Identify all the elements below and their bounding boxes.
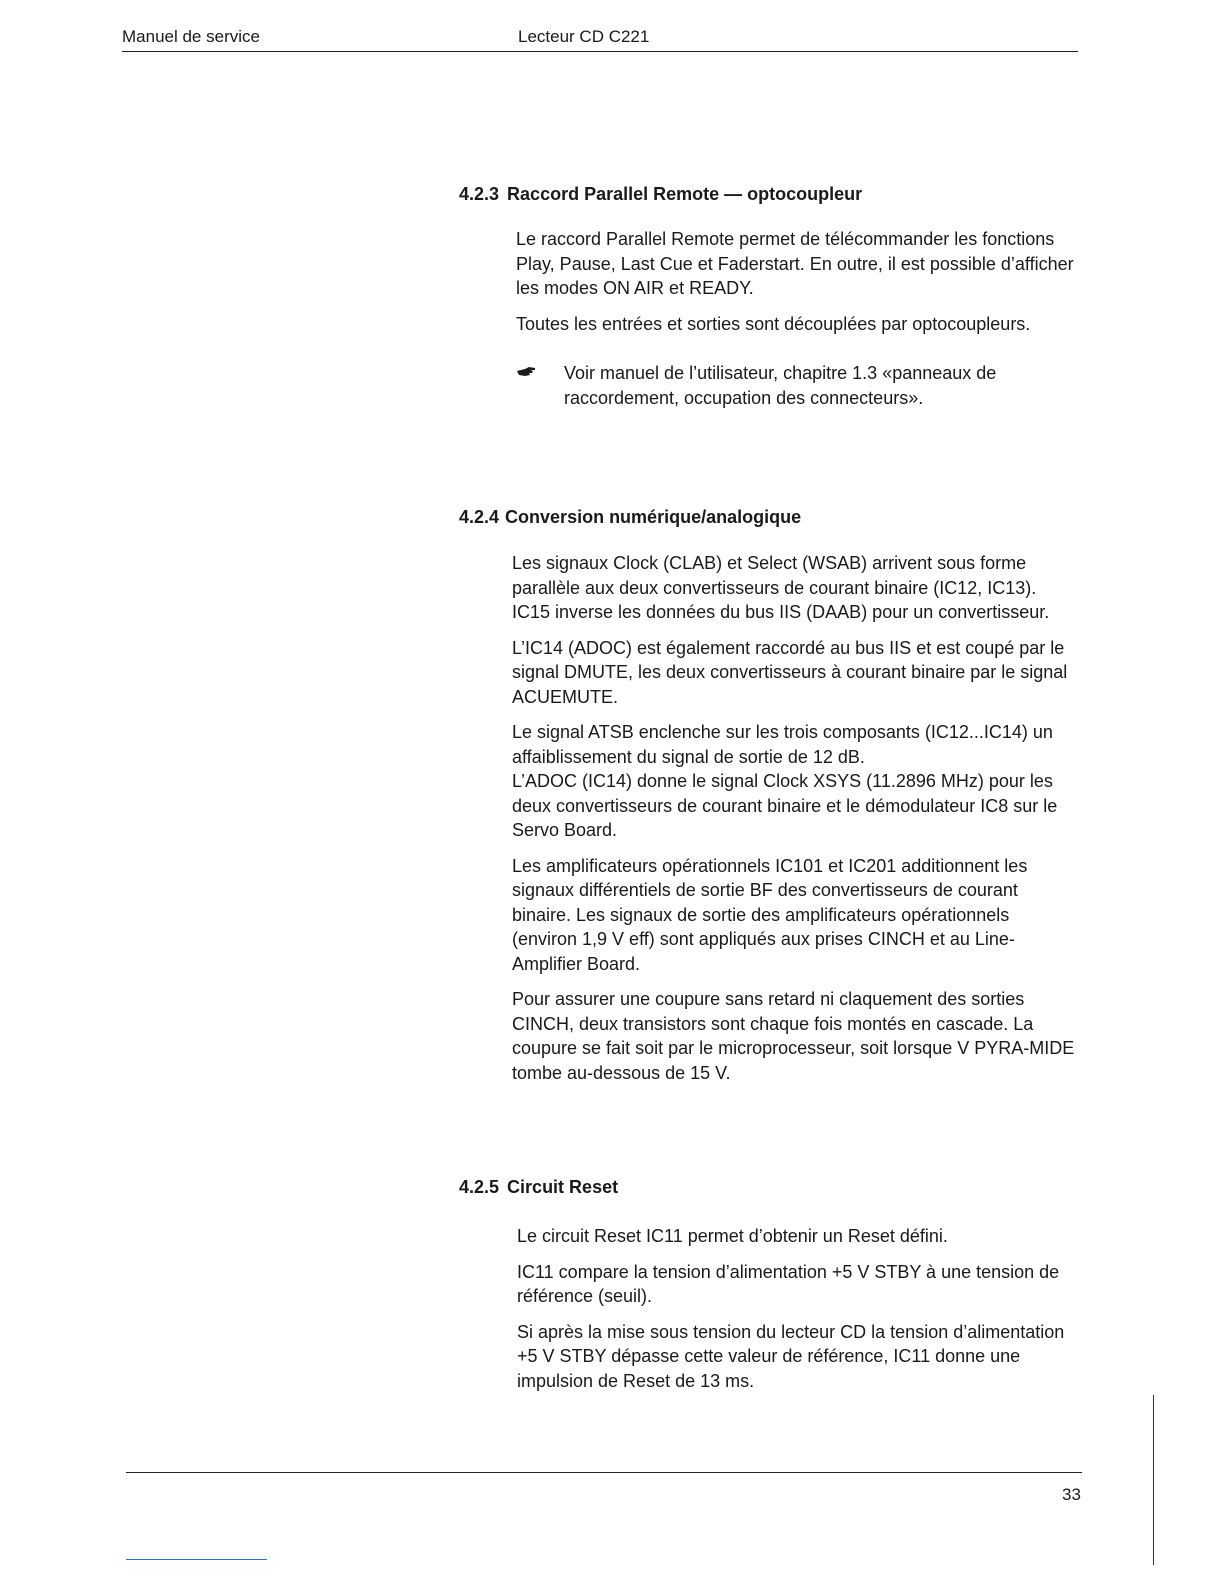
reference-note xyxy=(516,361,1076,410)
header-doc-type: Manuel de service xyxy=(122,27,260,46)
scan-artifact-line xyxy=(126,1559,267,1560)
paragraph: Toutes les entrées et sorties sont découplées par optocoupleurs. xyxy=(516,313,1031,334)
scan-edge-line xyxy=(1153,1395,1154,1565)
footer-rule xyxy=(126,1472,1082,1473)
pointing-hand-icon xyxy=(516,365,536,379)
section-heading-4-2-3 xyxy=(459,182,862,206)
note-text: Voir manuel de l’utilisateur, chapitre 1.3 «panneaux de raccordement, occupation des connecteurs». xyxy=(564,363,997,408)
header-product: Lecteur CD C221 xyxy=(518,27,650,46)
section-body-4-2-4 xyxy=(512,551,1078,1096)
paragraph: Pour assurer une coupure sans retard ni claquement des sorties CINCH, deux transistors sont chaque fois montés en cascade. La coupure se fait soit par le microprocesseur, soit lorsque V PYRA-MIDE tombe au-dessous de 15 V. xyxy=(512,989,1075,1083)
section-number: 4.2.3 xyxy=(459,184,500,204)
section-number: 4.2.5 xyxy=(459,1177,500,1197)
paragraph: L’ADOC (IC14) donne le signal Clock XSYS (11.2896 MHz) pour les deux convertisseurs de courant binaire et le démodulateur IC8 sur le Servo Board. xyxy=(512,771,1058,840)
section-number: 4.2.4 xyxy=(459,507,500,527)
section-body-4-2-5 xyxy=(517,1224,1077,1404)
page-number: 33 xyxy=(1062,1485,1081,1504)
section-heading-4-2-4 xyxy=(459,505,801,529)
paragraph: Les signaux Clock (CLAB) et Select (WSAB) arrivent sous forme parallèle aux deux convertisseurs de courant binaire (IC12, IC13). IC15 inverse les données du bus IIS (DAAB) pour un convertisseur. xyxy=(512,553,1050,622)
section-heading-4-2-5 xyxy=(459,1175,618,1199)
paragraph: Le circuit Reset IC11 permet d’obtenir un Reset défini. xyxy=(517,1226,948,1246)
section-title: Circuit Reset xyxy=(507,1177,619,1197)
paragraph: Les amplificateurs opérationnels IC101 et IC201 additionnent les signaux différentiels de sortie BF des convertisseurs de courant binaire. Les signaux de sortie des amplificateurs opérationnels (environ 1,9 V eff) sont appliqués aux prises CINCH et au Line-Amplifier Board. xyxy=(512,855,1028,974)
paragraph: Le raccord Parallel Remote permet de télécommander les fonctions Play, Pause, Last Cue et Faderstart. En outre, il est possible d’afficher les modes ON AIR et READY. xyxy=(516,229,1074,298)
section-body-4-2-3 xyxy=(516,227,1076,347)
paragraph: L’IC14 (ADOC) est également raccordé au bus IIS et est coupé par le signal DMUTE, les deux convertisseurs à courant binaire par le signal ACUEMUTE. xyxy=(512,637,1068,707)
paragraph: Si après la mise sous tension du lecteur CD la tension d’alimentation +5 V STBY dépasse cette valeur de référence, IC11 donne une impulsion de Reset de 13 ms. xyxy=(517,1321,1065,1391)
header-rule xyxy=(122,51,1078,52)
paragraph: Le signal ATSB enclenche sur les trois composants (IC12...IC14) un affaiblissement du signal de sortie de 12 dB. xyxy=(512,722,1053,767)
section-title: Raccord Parallel Remote — optocoupleur xyxy=(507,184,863,204)
paragraph: IC11 compare la tension d’alimentation +5 V STBY à une tension de référence (seuil). xyxy=(517,1261,1060,1306)
section-title: Conversion numérique/analogique xyxy=(505,507,802,527)
